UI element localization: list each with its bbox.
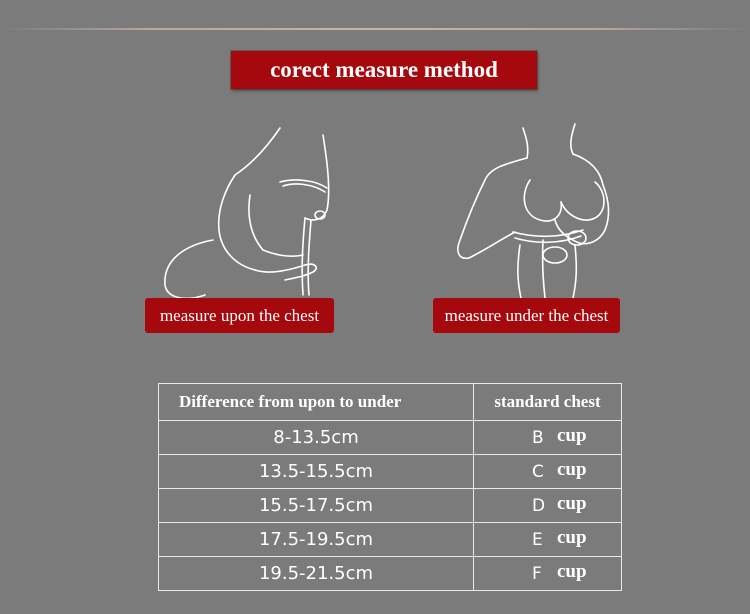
cup-cell: [474, 523, 622, 557]
range-cell: 13.5-15.5cm: [159, 455, 474, 489]
table-row: [159, 421, 622, 455]
range-cell: 8-13.5cm: [159, 421, 474, 455]
range-cell: 19.5-21.5cm: [159, 557, 474, 591]
table-row: [159, 523, 622, 557]
cup-label: cup: [557, 425, 587, 446]
caption-measure-upon: [145, 298, 334, 333]
range-cell: 15.5-17.5cm: [159, 489, 474, 523]
header-standard-chest: standard chest: [474, 384, 622, 421]
page-title: [231, 51, 537, 89]
measure-under-chest-illustration: [435, 120, 620, 300]
cup-size-table: [158, 383, 622, 591]
cup-label: cup: [557, 527, 587, 548]
cup-letter: B: [532, 428, 544, 448]
table-header-row: [159, 384, 622, 421]
caption-measure-upon-text: measure upon the chest: [159, 305, 320, 325]
cup-cell: [474, 421, 622, 455]
range-cell: 17.5-19.5cm: [159, 523, 474, 557]
caption-measure-under-text: measure under the chest: [444, 305, 609, 325]
cup-label: cup: [557, 561, 587, 582]
cup-letter: F: [532, 564, 542, 584]
top-divider: [0, 28, 750, 30]
cup-letter: E: [532, 530, 543, 550]
cup-cell: [474, 455, 622, 489]
measure-upon-chest-illustration: [155, 120, 345, 300]
cup-label: cup: [557, 459, 587, 480]
cup-cell: [474, 557, 622, 591]
cup-letter: C: [532, 462, 544, 482]
cup-label: cup: [557, 493, 587, 514]
page-title-text: corect measure method: [270, 57, 498, 82]
cup-letter: D: [532, 496, 546, 516]
header-difference: Difference from upon to under: [159, 384, 474, 421]
table-row: [159, 557, 622, 591]
cup-cell: [474, 489, 622, 523]
table-row: [159, 455, 622, 489]
table-row: [159, 489, 622, 523]
caption-measure-under: [433, 298, 620, 333]
